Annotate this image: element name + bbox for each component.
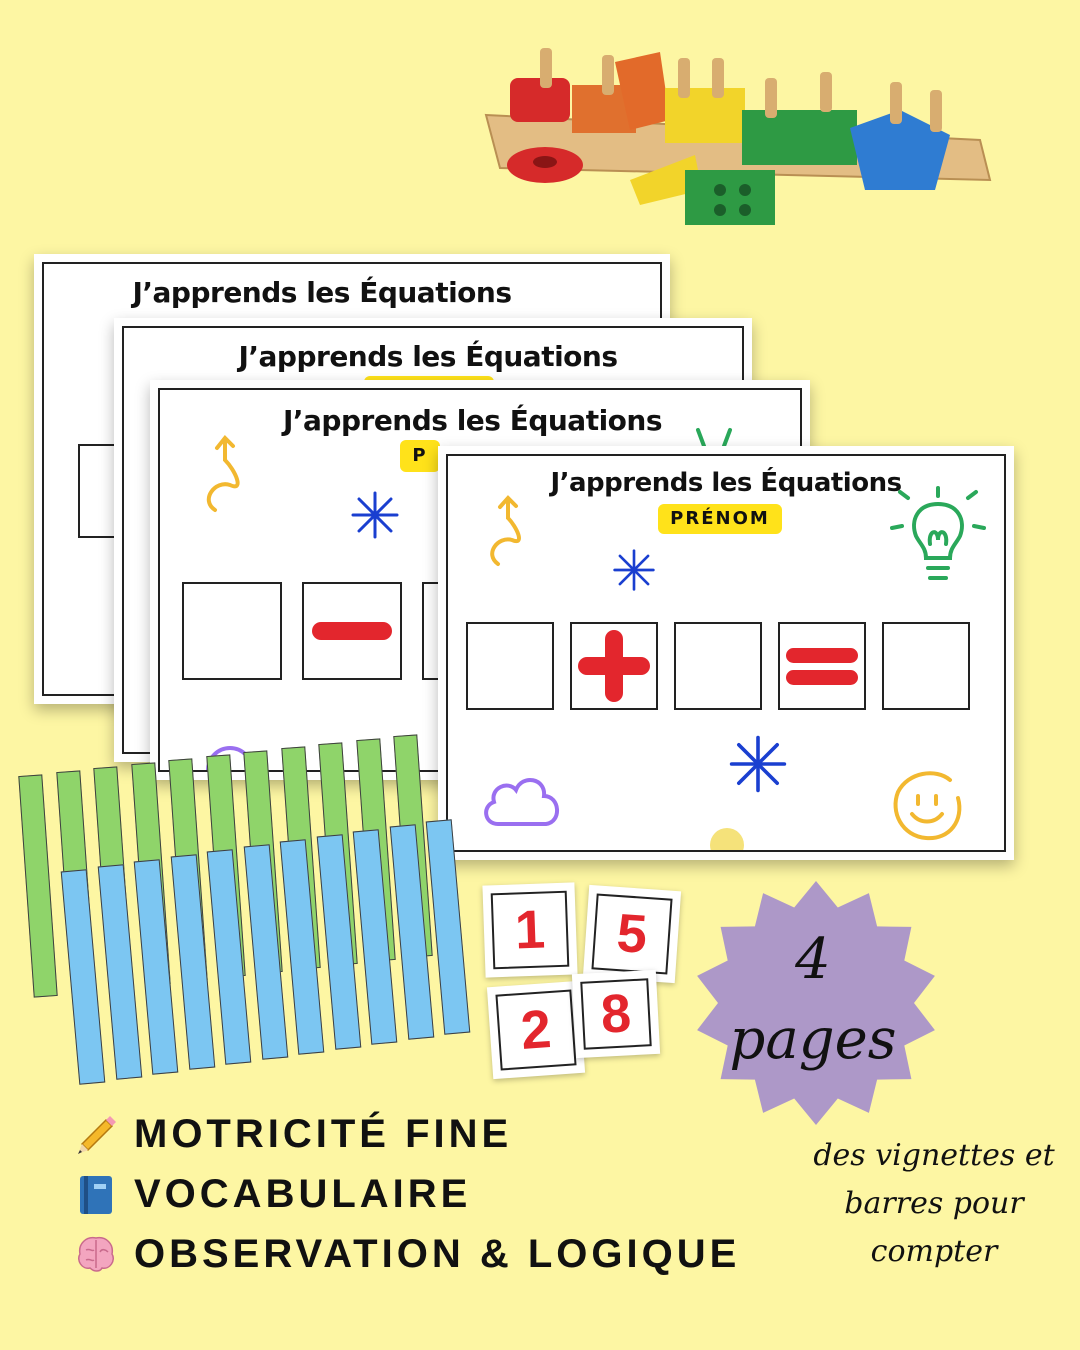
green-counting-stick — [18, 774, 57, 997]
swirl-arrow-icon — [482, 492, 532, 572]
worksheet-title: J’apprends les Équations — [550, 468, 902, 498]
number-card — [487, 981, 585, 1079]
number-card-value: 1 — [491, 891, 570, 970]
star-burst-icon — [728, 734, 788, 794]
blue-counting-stick — [207, 849, 252, 1064]
star-burst-icon — [612, 548, 656, 592]
minus-sign-icon — [312, 622, 392, 640]
bonus-note: des vignettes et barres pour compter — [813, 1138, 1055, 1269]
operator-box-equals — [778, 622, 866, 710]
smiley-icon — [888, 766, 968, 846]
feature-item-vocabulary — [72, 1170, 471, 1218]
page-count-badge — [688, 878, 948, 1128]
blue-counting-stick — [97, 864, 142, 1079]
answer-box — [466, 622, 554, 710]
number-card-value: 8 — [580, 978, 651, 1049]
book-icon — [72, 1170, 120, 1218]
lightbulb-icon — [888, 484, 988, 594]
operator-box-plus — [570, 622, 658, 710]
worksheet-title: J’apprends les Équations — [238, 340, 618, 373]
feature-label: MOTRICITÉ FINE — [134, 1111, 513, 1156]
worksheet-title: J’apprends les Équations — [282, 404, 663, 437]
blue-counting-stick — [61, 869, 106, 1084]
brain-icon — [72, 1230, 120, 1278]
blue-counting-stick — [134, 859, 179, 1074]
page-count-number: 4 — [795, 927, 831, 992]
equals-sign-icon — [786, 648, 858, 663]
answer-box — [674, 622, 762, 710]
answer-box — [182, 582, 282, 680]
number-card — [572, 970, 660, 1058]
shape-sorter-toy-image — [480, 40, 1000, 240]
answer-box — [882, 622, 970, 710]
cloud-icon — [478, 766, 568, 836]
swirl-arrow-icon — [195, 430, 255, 520]
operator-box-minus — [302, 582, 402, 680]
pencil-icon — [72, 1110, 120, 1158]
worksheet-preview-front — [438, 446, 1014, 860]
number-card — [482, 882, 577, 977]
worksheet-title: J’apprends les Équations — [132, 276, 512, 309]
feature-label: VOCABULAIRE — [134, 1171, 472, 1216]
feature-item-logic — [72, 1230, 740, 1278]
number-card-value: 5 — [591, 893, 672, 974]
blue-counting-stick — [170, 854, 215, 1069]
star-burst-icon — [350, 490, 400, 540]
logo — [710, 828, 744, 852]
number-card — [583, 885, 681, 983]
feature-label: OBSERVATION & LOGIQUE — [134, 1231, 741, 1276]
name-label: PRÉNOM — [658, 504, 782, 534]
number-card-value: 2 — [495, 989, 576, 1070]
name-label: P — [400, 440, 440, 472]
feature-item-fine-motor — [72, 1110, 512, 1158]
page-count-label: pages — [729, 1007, 897, 1072]
